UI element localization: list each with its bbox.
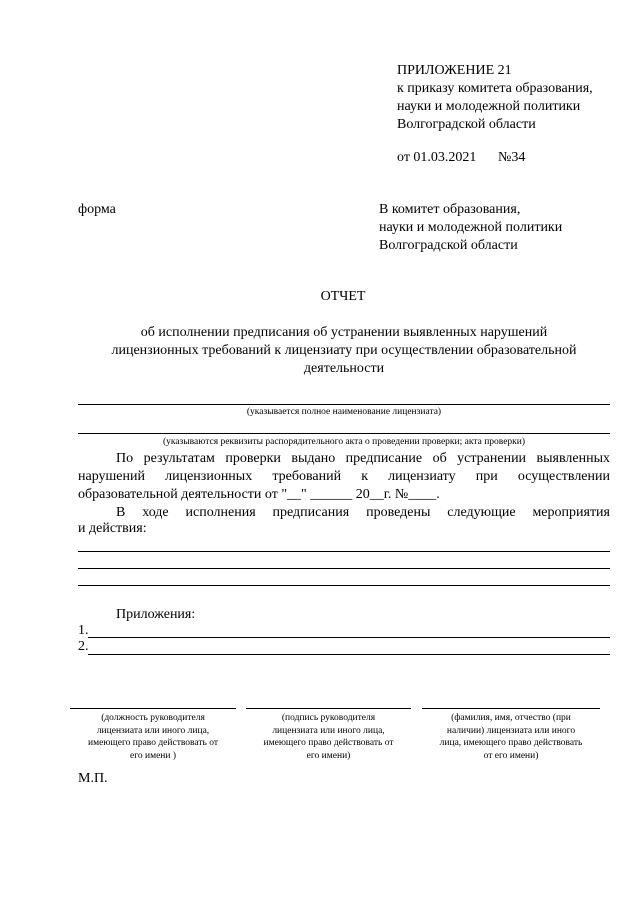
measures-line-2[interactable] <box>78 568 610 569</box>
signature-line-fullname[interactable] <box>422 708 600 709</box>
appendix-date: от 01.03.2021 <box>397 150 477 165</box>
report-subtitle-line-2: лицензионных требований к лицензиату при осуществлении образовательной <box>111 343 577 358</box>
measures-line-3[interactable] <box>78 585 610 586</box>
attachment-item-1: 1. <box>78 623 89 638</box>
fullname-caption <box>422 712 600 762</box>
signature-line-signature[interactable] <box>246 708 411 709</box>
fullname-caption-line-3: лица, имеющего право действовать <box>439 738 583 748</box>
recipient-line-1: В комитет образования, <box>379 202 521 217</box>
licensee-name-line[interactable] <box>78 404 610 405</box>
position-caption <box>70 712 236 762</box>
signature-caption-line-2: лицензиата или иного лица, <box>272 725 385 736</box>
appendix-number: №34 <box>498 150 526 165</box>
signature-line-position[interactable] <box>70 708 236 709</box>
report-subtitle <box>78 324 610 378</box>
body-p2-line-2: и действия: <box>78 521 147 536</box>
position-caption-line-1: (должность руководителя <box>101 713 205 723</box>
report-title: ОТЧЕТ <box>320 289 366 304</box>
licensee-name-caption: (указывается полное наименование лицензиата) <box>246 407 442 417</box>
fullname-caption-line-1: (фамилия, имя, отчество (при <box>451 713 571 723</box>
recipient-line-2: науки и молодежной политики <box>379 220 563 235</box>
position-caption-line-2: лицензиата или иного лица, <box>96 725 210 736</box>
fullname-caption-line-4: от его имени) <box>483 750 539 761</box>
appendix-line-2: науки и молодежной политики <box>397 99 581 114</box>
body-p1-line-2: нарушений лицензионных требований к лицензиату при осуществлении <box>78 469 610 484</box>
attachment-line-2[interactable] <box>88 654 610 655</box>
act-details-caption: (указываются реквизиты распорядительного акта о проведении проверки; акта проверки) <box>162 437 526 447</box>
attachments-label: Приложения: <box>116 607 196 622</box>
stamp-label: М.П. <box>78 771 108 786</box>
measures-line-1[interactable] <box>78 551 610 552</box>
recipient-line-3: Волгоградской области <box>379 238 518 253</box>
signature-caption-line-1: (подпись руководителя <box>281 713 376 723</box>
position-caption-line-4: его имени ) <box>129 750 177 761</box>
form-label: форма <box>78 202 116 217</box>
body-p1-line-1: По результатам проверки выдано предписание об устранении выявленных <box>116 451 610 466</box>
attachment-line-1[interactable] <box>88 637 610 638</box>
signature-caption <box>246 712 411 762</box>
attachment-item-2: 2. <box>78 639 89 654</box>
signature-caption-line-4: его имени) <box>306 750 351 761</box>
report-subtitle-line-3: деятельности <box>303 361 385 376</box>
appendix-block <box>397 62 593 134</box>
position-caption-line-3: имеющего право действовать от <box>88 738 218 748</box>
fullname-caption-line-2: наличии) лицензиата или иного <box>446 725 576 736</box>
body-p1-line-3: образовательной деятельности от "__" ______ 20__г. №____. <box>78 487 440 502</box>
appendix-title: ПРИЛОЖЕНИЕ 21 <box>397 63 512 78</box>
appendix-line-1: к приказу комитета образования, <box>397 81 593 96</box>
body-p2-line-1: В ходе исполнения предписания проведены следующие мероприятия <box>116 505 610 520</box>
recipient-block <box>379 201 562 255</box>
report-subtitle-line-1: об исполнении предписания об устранении выявленных нарушений <box>140 325 548 340</box>
signature-caption-line-3: имеющего право действовать от <box>263 738 394 748</box>
act-details-line[interactable] <box>78 433 610 434</box>
appendix-line-3: Волгоградской области <box>397 117 536 132</box>
